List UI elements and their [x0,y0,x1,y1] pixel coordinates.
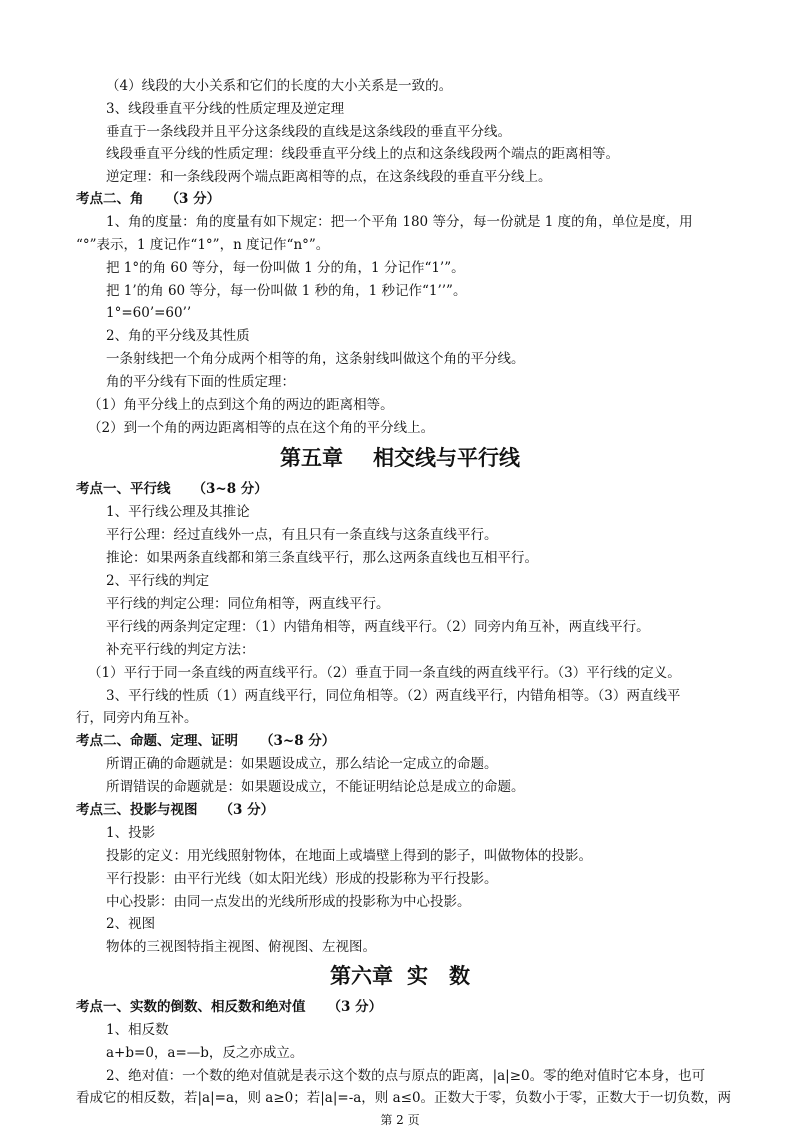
text-line: 垂直于一条线段并且平分这条线段的直线是这条线段的垂直平分线。 [106,124,511,140]
text-line: 角的平分线有下面的性质定理： [106,374,295,390]
text-line: 物体的三视图特指主视图、俯视图、左视图。 [106,939,376,955]
text-line: a+b=0，a=—b，反之亦成立。 [106,1045,304,1061]
text-line: （1）角平分线上的点到这个角的两边的距离相等。 [88,397,394,413]
text-line: 1、平行线公理及其推论 [106,504,250,520]
text-line: 把 1°的角 60 等分，每一份叫做 1 分的角，1 分记作“1’”。 [106,260,465,276]
chapter-number: 第五章 [280,446,343,470]
section-points: （3 分） [165,191,221,207]
chapter-title-5 [0,444,800,472]
section-heading-text: 考点二、命题、定理、证明 [76,733,238,749]
text-line: 平行投影：由平行光线（如太阳光线）形成的投影称为平行投影。 [106,871,498,887]
chapter-name: 相交线与平行线 [373,446,520,470]
text-line: 1、相反数 [106,1022,169,1038]
text-line: （4）线段的大小关系和它们的长度的大小关系是一致的。 [106,78,453,94]
text-line: 2、绝对值：一个数的绝对值就是表示这个数的点与原点的距离，|a|≥0。零的绝对值时它本身，也可 [106,1068,706,1084]
section-heading-projection [76,800,274,820]
section-heading-parallel [76,479,268,499]
text-line: 逆定理：和一条线段两个端点距离相等的点，在这条线段的垂直平分线上。 [106,169,552,185]
text-line: “°”表示，1 度记作“1°”，n 度记作“n°”。 [76,237,330,253]
text-line: 2、平行线的判定 [106,573,210,589]
text-line: 线段垂直平分线的性质定理：线段垂直平分线上的点和这条线段两个端点的距离相等。 [106,146,619,162]
section-heading-angle [76,189,220,209]
text-line: （2）到一个角的两边距离相等的点在这个角的平分线上。 [88,420,435,436]
text-line: 1、角的度量：角的度量有如下规定：把一个平角 180 等分，每一份就是 1 度的角，单位是度，用 [106,214,693,230]
text-line: 中心投影：由同一点发出的光线所形成的投影称为中心投影。 [106,894,471,910]
section-heading-text: 考点一、平行线 [76,481,171,497]
text-line: 看成它的相反数，若|a|=a，则 a≥0；若|a|=-a，则 a≤0。正数大于零，负数小于零，正数大于一切负数，两 [76,1090,732,1106]
section-points: （3 分） [219,802,275,818]
section-points: （3~8 分） [260,733,336,749]
chapter-name: 实 数 [407,964,470,988]
section-heading-text: 考点三、投影与视图 [76,802,198,818]
section-heading-proposition [76,731,335,751]
text-line: 把 1’的角 60 等分，每一份叫做 1 秒的角，1 秒记作“1’’”。 [106,283,467,299]
section-heading-text: 考点一、实数的倒数、相反数和绝对值 [76,999,306,1015]
text-line: 2、视图 [106,916,156,932]
text-line: 3、平行线的性质（1）两直线平行，同位角相等。（2）两直线平行，内错角相等。（3）两直线平 [106,688,681,704]
text-line: 3、线段垂直平分线的性质定理及逆定理 [106,101,345,117]
section-points: （3~8 分） [192,481,268,497]
chapter-number: 第六章 [330,964,393,988]
text-line: 1、投影 [106,825,156,841]
text-line: 推论：如果两条直线都和第三条直线平行，那么这两条直线也互相平行。 [106,550,538,566]
text-line: 一条射线把一个角分成两个相等的角，这条射线叫做这个角的平分线。 [106,351,525,367]
text-line: 所谓正确的命题就是：如果题设成立，那么结论一定成立的命题。 [106,756,498,772]
text-line: （1）平行于同一条直线的两直线平行。（2）垂直于同一条直线的两直线平行。（3）平行线的定义。 [88,665,681,681]
page-number: 第 2 页 [380,1113,420,1127]
text-line: 所谓错误的命题就是：如果题设成立，不能证明结论总是成立的命题。 [106,779,525,795]
text-line: 平行公理：经过直线外一点，有且只有一条直线与这条直线平行。 [106,527,498,543]
text-line: 投影的定义：用光线照射物体，在地面上或墙壁上得到的影子，叫做物体的投影。 [106,848,592,864]
text-line: 行，同旁内角互补。 [76,710,198,726]
section-points: （3 分） [327,999,383,1015]
text-line: 2、角的平分线及其性质 [106,328,250,344]
text-line: 平行线的判定公理：同位角相等，两直线平行。 [106,596,390,612]
section-heading-real-numbers [76,997,382,1017]
text-line: 补充平行线的判定方法： [106,642,255,658]
text-line: 1°=60’=60’’ [106,305,192,321]
text-line: 平行线的两条判定定理：（1）内错角相等，两直线平行。（2）同旁内角互补，两直线平行。 [106,619,650,635]
chapter-title-6 [0,962,800,990]
section-heading-text: 考点二、角 [76,191,144,207]
